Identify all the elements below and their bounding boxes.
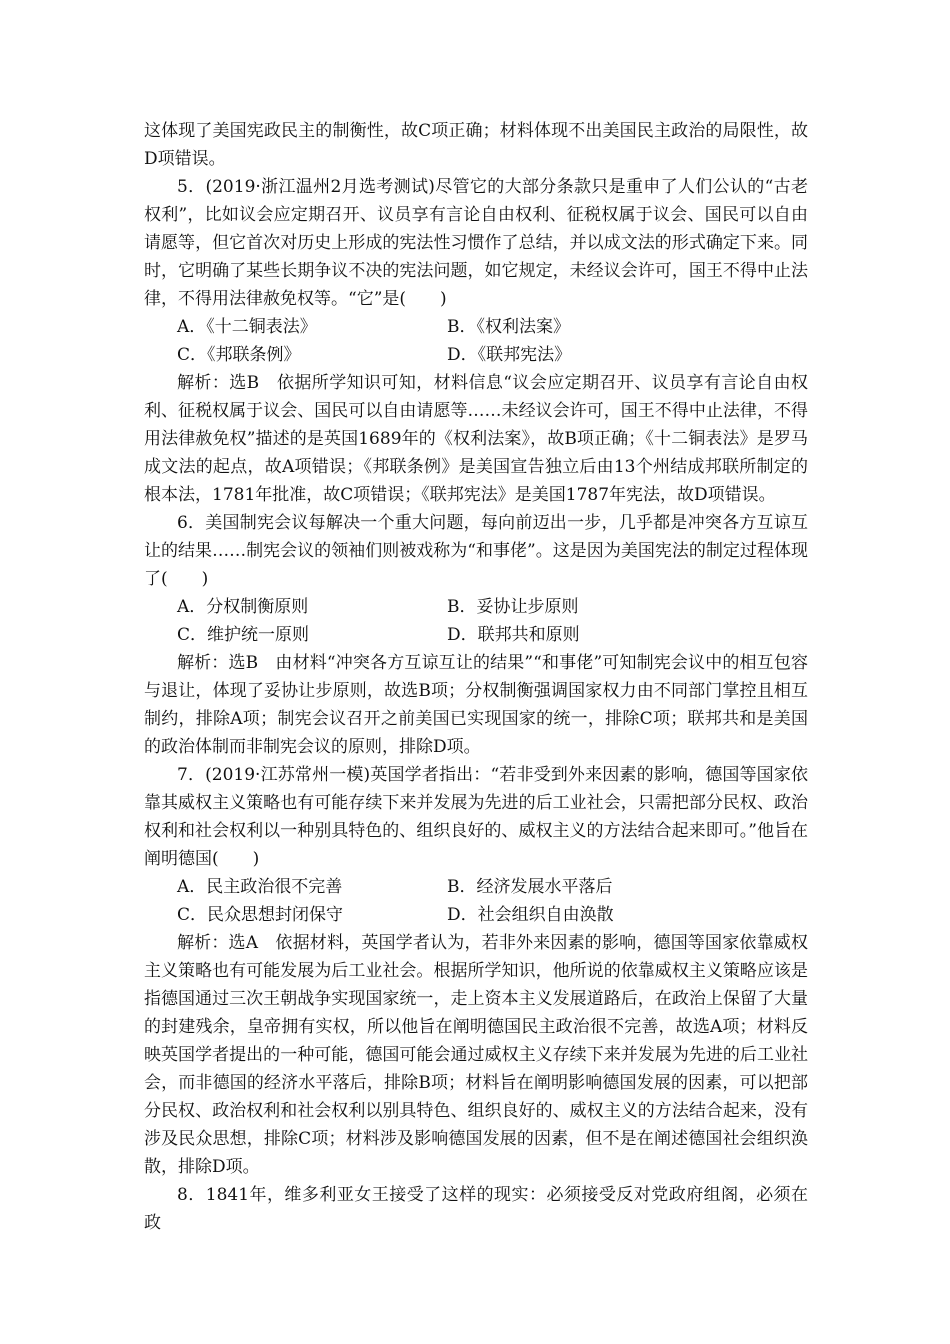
question-6-option-b: B．妥协让步原则 — [447, 597, 579, 617]
question-5-stem: 5．(2019·浙江温州2月选考测试)尽管它的大部分条款只是重申了人们公认的“古老权利”，比如议会应定期召开、议员享有言论自由权利、征税权属于议会、国民可以自由请愿等，但它首次对历史上形成的宪法性习惯作了总结，并以成文法的形式确定下来。同时，它明确了某些长期争议不决的宪法问题，如它规定，未经议会许可，国王不得中止法律，不得用法律赦免权等。“它”是( ) — [144, 177, 808, 309]
question-6-analysis: 解析：选B 由材料“冲突各方互谅互让的结果”“和事佬”可知制宪会议中的相互包容与退让，体现了妥协让步原则，故选B项；分权制衡强调国家权力由不同部门掌控且相互制约，排除A项；制宪会议召开之前美国已实现国家的统一，排除C项；联邦共和是美国的政治体制而非制宪会议的原则，排除D项。 — [144, 653, 808, 757]
question-7-stem: 7．(2019·江苏常州一模)英国学者指出：“若非受到外来因素的影响，德国等国家依靠其威权主义策略也有可能存续下来并发展为先进的后工业社会，只需把部分民权、政治权利和社会权利以一种别具特色的、组织良好的、威权主义的方法结合起来即可。”他旨在阐明德国( ) — [144, 765, 808, 869]
question-5-option-d: D．《联邦宪法》 — [447, 345, 572, 365]
question-6-option-a: A．分权制衡原则 — [177, 597, 309, 617]
question-6-option-d: D．联邦共和原则 — [447, 625, 580, 645]
question-7-option-a: A．民主政治很不完善 — [177, 877, 343, 897]
question-5-option-c: C．《邦联条例》 — [177, 345, 301, 365]
question-6-options-row-1 — [144, 593, 808, 621]
document-page — [144, 117, 808, 1237]
question-7-option-b: B．经济发展水平落后 — [447, 877, 613, 897]
question-7-analysis: 解析：选A 依据材料，英国学者认为，若非外来因素的影响，德国等国家依靠威权主义策略也有可能发展为后工业社会。根据所学知识，他所说的依靠威权主义策略应该是指德国通过三次王朝战争实现国家统一，走上资本主义发展道路后，在政治上保留了大量的封建残余，皇帝拥有实权，所以他旨在阐明德国民主政治很不完善，故选A项；材料反映英国学者提出的一种可能，德国可能会通过威权主义存续下来并发展为先进的后工业社会，而非德国的经济水平落后，排除B项；材料旨在阐明影响德国发展的因素，可以把部分民权、政治权利和社会权利以别具特色、组织良好的、威权主义的方法结合起来，没有涉及民众思想，排除C项；材料涉及影响德国发展的因素，但不是在阐述德国社会组织涣散，排除D项。 — [144, 933, 808, 1177]
question-5-option-b: B．《权利法案》 — [447, 317, 570, 337]
question-6-stem: 6．美国制宪会议每解决一个重大问题，每向前迈出一步，几乎都是冲突各方互谅互让的结果……制宪会议的领袖们则被戏称为“和事佬”。这是因为美国宪法的制定过程体现了( ) — [144, 513, 808, 589]
question-5-options-row-1 — [144, 313, 808, 341]
question-7-options-row-1 — [144, 873, 808, 901]
question-8-stem: 8．1841年，维多利亚女王接受了这样的现实：必须接受反对党政府组阁，必须在政 — [144, 1185, 808, 1233]
question-5-options-row-2 — [144, 341, 808, 369]
question-7-option-d: D．社会组织自由涣散 — [447, 905, 614, 925]
question-5-analysis: 解析：选B 依据所学知识可知，材料信息“议会应定期召开、议员享有言论自由权利、征税权属于议会、国民可以自由请愿等……未经议会许可，国王不得中止法律，不得用法律赦免权”描述的是英国1689年的《权利法案》，故B项正确；《十二铜表法》是罗马成文法的起点，故A项错误；《邦联条例》是美国宣告独立后由13个州结成邦联所制定的根本法，1781年批准，故C项错误；《联邦宪法》是美国1787年宪法，故D项错误。 — [144, 373, 808, 505]
question-5-option-a: A．《十二铜表法》 — [177, 317, 317, 337]
question-6-options-row-2 — [144, 621, 808, 649]
question-6-option-c: C．维护统一原则 — [177, 625, 310, 645]
question-7-options-row-2 — [144, 901, 808, 929]
previous-analysis-continuation: 这体现了美国宪政民主的制衡性，故C项正确；材料体现不出美国民主政治的局限性，故D项错误。 — [144, 121, 808, 169]
question-7-option-c: C．民众思想封闭保守 — [177, 905, 344, 925]
